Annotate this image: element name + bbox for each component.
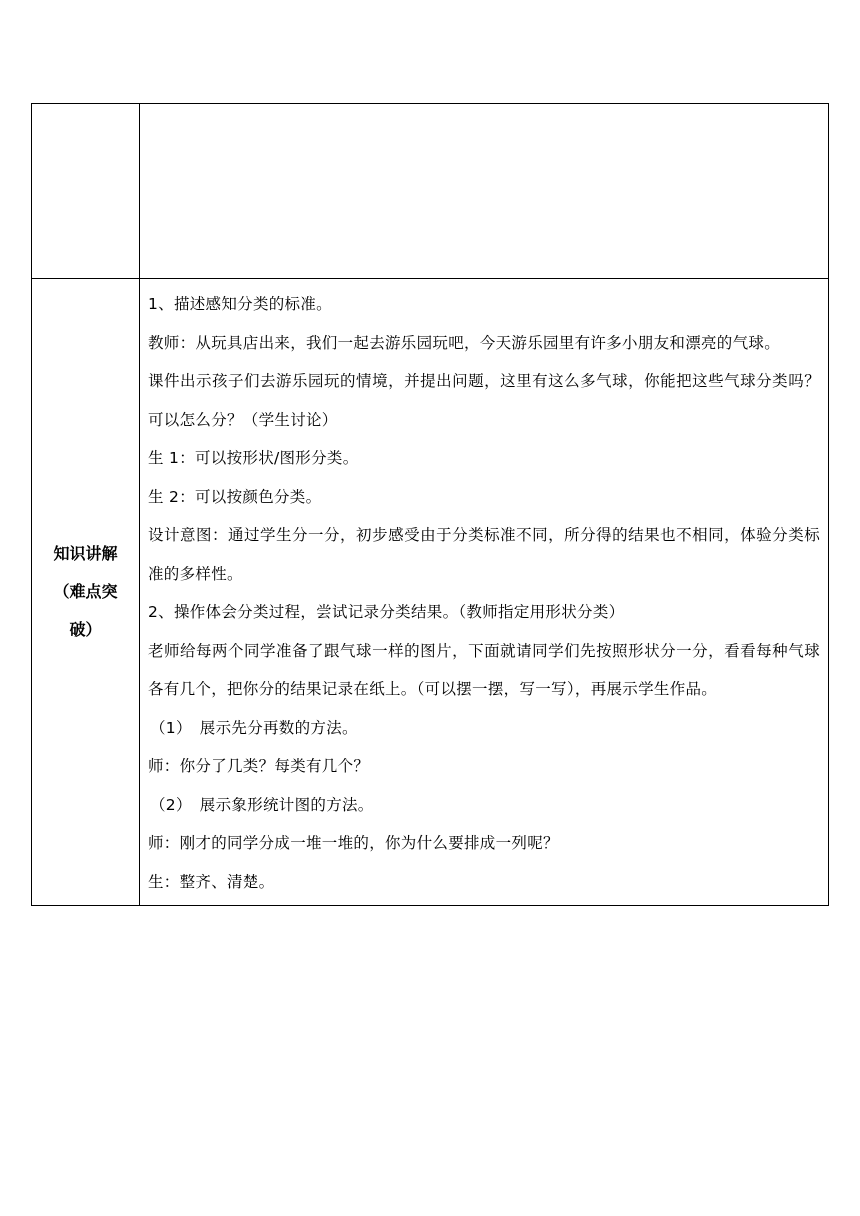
- content-paragraph: 课件出示孩子们去游乐园玩的情境，并提出问题，这里有这么多气球，你能把这些气球分类吗？可以怎么分？（学生讨论）: [148, 372, 820, 429]
- content-paragraph: 1、描述感知分类的标准。: [148, 295, 332, 313]
- section-content-cell: [140, 279, 829, 906]
- section-label-cell: [32, 279, 140, 906]
- content-paragraph: （2） 展示象形统计图的方法。: [150, 795, 374, 814]
- content-paragraph: 设计意图：通过学生分一分，初步感受由于分类标准不同，所分得的结果也不相同，体验分类标准的多样性。: [148, 526, 820, 583]
- table-row-empty: [32, 104, 829, 279]
- content-paragraph: 生 1：可以按形状/图形分类。: [148, 449, 359, 467]
- content-paragraph: 生：整齐、清楚。: [148, 872, 275, 891]
- content-paragraph: 2、操作体会分类过程，尝试记录分类结果。（教师指定用形状分类）: [148, 603, 625, 621]
- content-paragraph: 教师：从玩具店出来，我们一起去游乐园玩吧，今天游乐园里有许多小朋友和漂亮的气球。: [148, 333, 781, 352]
- content-paragraph: 师：刚才的同学分成一堆一堆的，你为什么要排成一列呢？: [148, 834, 559, 852]
- content-paragraph: 师：你分了几类？每类有几个？: [148, 757, 370, 775]
- content-paragraph: （1） 展示先分再数的方法。: [150, 718, 358, 737]
- table-row-knowledge: [32, 279, 829, 906]
- lesson-plan-table: [31, 103, 829, 906]
- content-paragraph: 老师给每两个同学准备了跟气球一样的图片，下面就请同学们先按照形状分一分，看看每种气球各有几个，把你分的结果记录在纸上。（可以摆一摆，写一写），再展示学生作品。: [148, 641, 820, 698]
- section-label: 知识讲解（难点突破）: [53, 544, 118, 639]
- content-cell-empty: [140, 104, 829, 279]
- content-paragraph: 生 2：可以按颜色分类。: [148, 487, 322, 506]
- label-cell-empty: [32, 104, 140, 279]
